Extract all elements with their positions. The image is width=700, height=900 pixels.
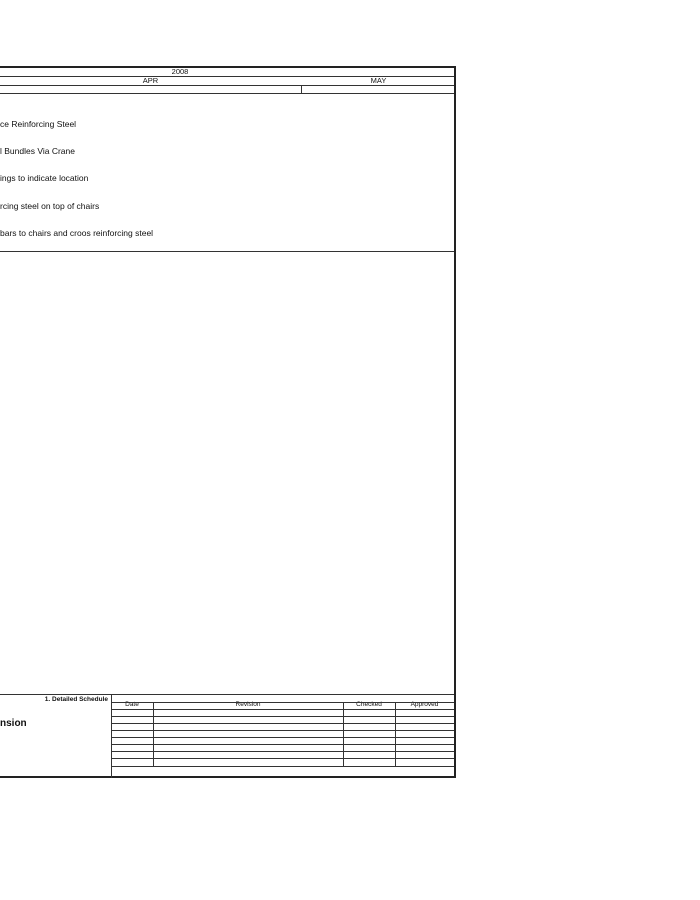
title-block [0,694,112,778]
rev-col-divider [395,702,396,766]
title-block-item: 1. Detailed Schedule [44,696,108,703]
rev-row-line [111,709,454,710]
header-divider-bottom [0,93,454,94]
task-item: bars to chairs and croos reinforcing steel [0,228,154,238]
month-apr: APR [142,76,159,85]
rev-header-date: Date [125,701,139,708]
task-item: ings to indicate location [0,173,89,183]
month-may: MAY [370,76,387,85]
rev-row-line [111,744,454,745]
rev-header-revision: Revision [235,701,261,708]
rev-row-line [111,766,454,767]
rev-header-checked: Checked [356,701,382,708]
task-item: rcing steel on top of chairs [0,201,100,211]
task-item: ce Reinforcing Steel [0,119,77,129]
rev-col-divider [343,702,344,766]
rev-row-line [111,702,454,703]
header-divider-mid [0,85,454,86]
rev-row-line [111,737,454,738]
rev-row-line [111,716,454,717]
rev-row-line [111,758,454,759]
revision-table [111,694,454,778]
rev-row-line [111,730,454,731]
title-block-name: nsion [0,718,27,729]
rev-row-line [111,723,454,724]
month-divider [301,85,302,93]
rev-row-line [111,751,454,752]
schedule-sheet [0,66,456,778]
task-item: l Bundles Via Crane [0,146,75,156]
rev-header-approved: Approved [410,701,439,708]
rev-col-divider [153,702,154,766]
task-area-divider [0,251,454,252]
timeline-year: 2008 [171,67,189,76]
